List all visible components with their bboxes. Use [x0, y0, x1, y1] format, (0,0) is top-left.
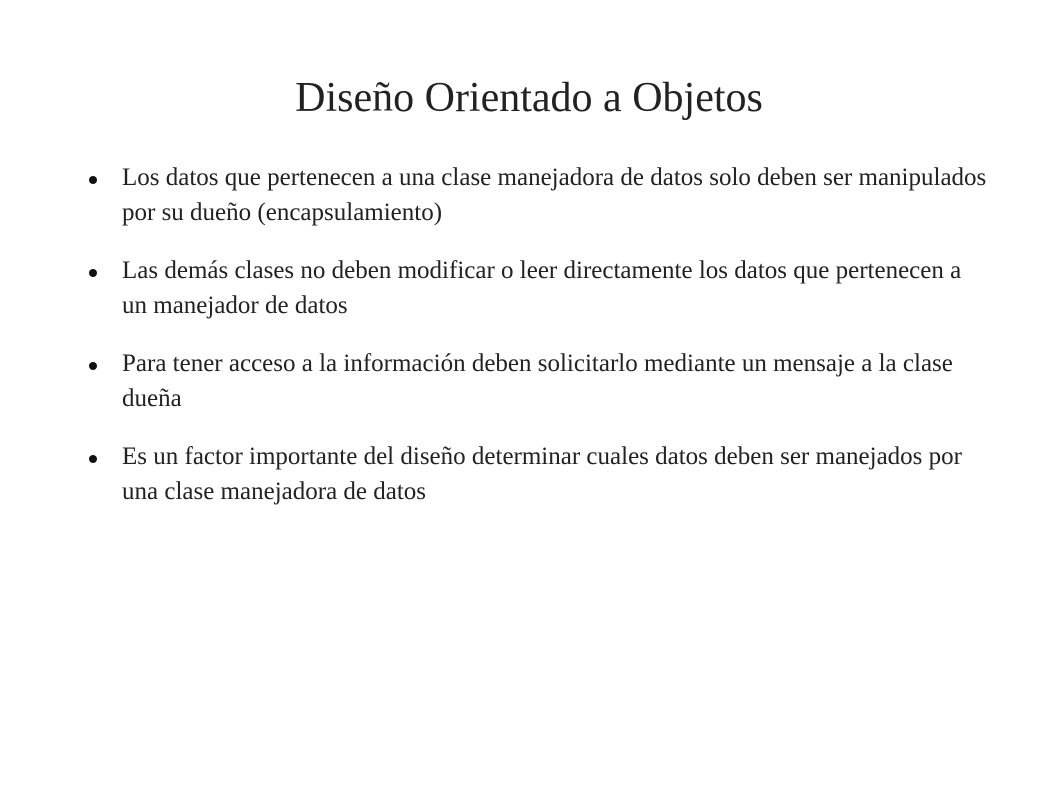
- bullet-text: Es un factor importante del diseño determinar cuales datos deben ser manejados por una clase manejadora de datos: [122, 443, 962, 505]
- bullet-text: Para tener acceso a la información deben solicitarlo mediante un mensaje a la clase dueña: [122, 350, 953, 412]
- bullet-dot-icon: [89, 269, 97, 277]
- bullet-item: [88, 346, 988, 416]
- slide-title: Diseño Orientado a Objetos: [295, 75, 763, 121]
- bullet-item: [88, 160, 988, 230]
- bullet-item: [88, 253, 988, 323]
- bullet-item: [88, 439, 988, 509]
- bullet-dot-icon: [89, 455, 97, 463]
- bullet-dot-icon: [89, 176, 97, 184]
- bullet-list: [88, 160, 988, 532]
- bullet-text: Las demás clases no deben modificar o leer directamente los datos que pertenecen a un manejador de datos: [122, 257, 962, 319]
- bullet-dot-icon: [89, 362, 97, 370]
- bullet-text: Los datos que pertenecen a una clase manejadora de datos solo deben ser manipulados por su dueño (encapsulamiento): [122, 164, 987, 226]
